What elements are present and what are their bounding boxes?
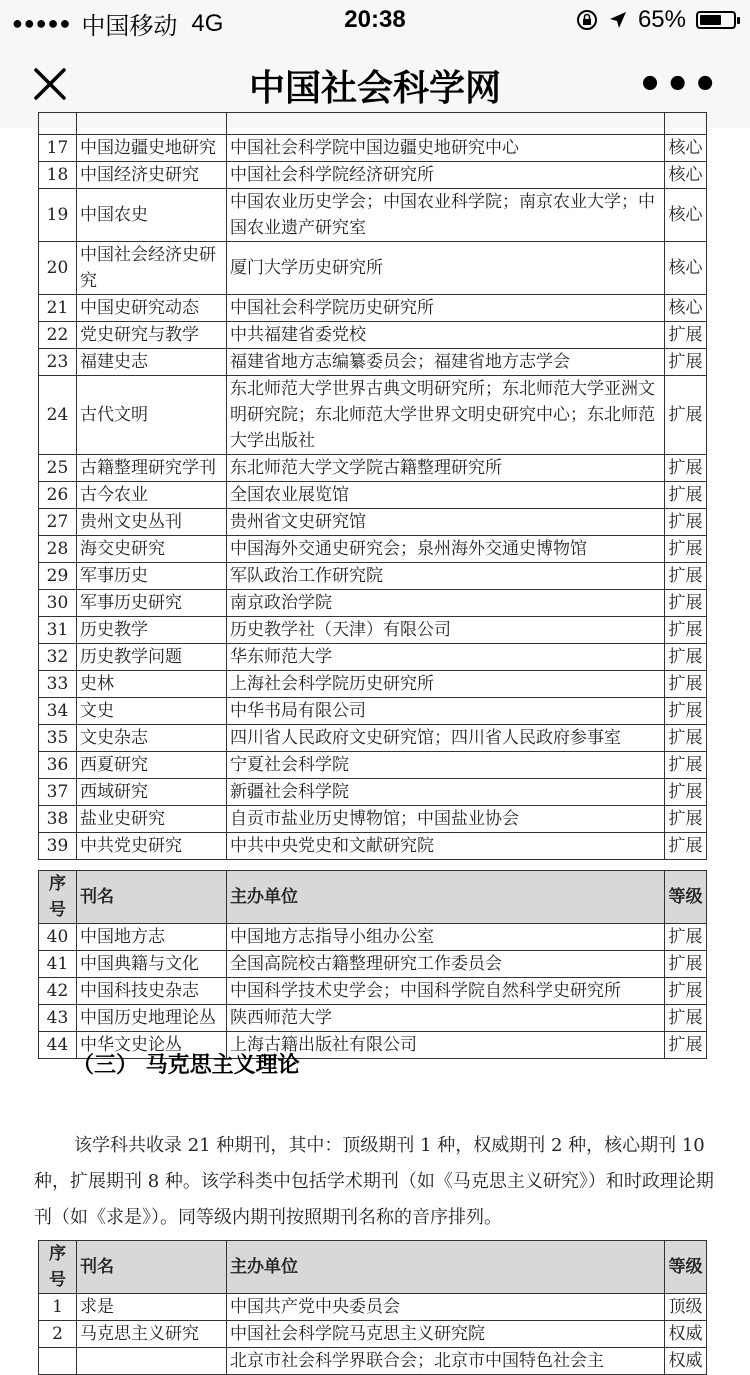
table-row — [39, 671, 707, 698]
cell-organizer: 中共中央党史和文献研究院 — [227, 833, 665, 860]
table-row — [39, 833, 707, 860]
cell-journal — [77, 1348, 227, 1375]
cell-organizer: 中国社会科学院经济研究所 — [227, 162, 665, 189]
table-row — [39, 978, 707, 1005]
signal-strength-icon: ●●●●● — [12, 13, 72, 33]
cell-number: 2 — [39, 1321, 77, 1348]
cell-journal: 中国经济史研究 — [77, 162, 227, 189]
cell-journal: 中国地方志 — [77, 924, 227, 951]
cell-organizer: 福建省地方志编纂委员会；福建省地方志学会 — [227, 349, 665, 376]
cell-organizer: 南京政治学院 — [227, 590, 665, 617]
table-row — [39, 563, 707, 590]
journal-table-history-cont — [38, 112, 707, 860]
cell-level: 扩展 — [665, 725, 707, 752]
cell-journal: 西域研究 — [77, 779, 227, 806]
cell-level: 扩展 — [665, 951, 707, 978]
table-header-row — [39, 871, 707, 924]
cell-journal: 中国边疆史地研究 — [77, 135, 227, 162]
table-row — [39, 752, 707, 779]
cell-number: 33 — [39, 671, 77, 698]
cell-number: 32 — [39, 644, 77, 671]
cell-number: 31 — [39, 617, 77, 644]
section-paragraph: 该学科共收录 21 种期刊，其中：顶级期刊 1 种，权威期刊 2 种，核心期刊 10 种，扩展期刊 8 种。该学科类中包括学术期刊（如《马克思主义研究》）和时政理论期刊（如《求是》）。同等级内期刊按照期刊名称的音序排列。 — [34, 1135, 714, 1228]
cell-organizer: 中国科学技术史学会；中国科学院自然科学史研究所 — [227, 978, 665, 1005]
cell-organizer: 新疆社会科学院 — [227, 779, 665, 806]
table-row — [39, 482, 707, 509]
cell-organizer: 上海社会科学院历史研究所 — [227, 671, 665, 698]
cell-journal: 中国社会经济史研究 — [77, 242, 227, 295]
cell-level: 扩展 — [665, 376, 707, 455]
table-row — [39, 617, 707, 644]
cell-journal: 贵州文史丛刊 — [77, 509, 227, 536]
cell-number: 41 — [39, 951, 77, 978]
carrier-name: 中国移动 — [81, 13, 178, 40]
section-heading: （三） 马克思主义理论 — [72, 1053, 300, 1078]
cell-level: 扩展 — [665, 322, 707, 349]
cell-number: 21 — [39, 295, 77, 322]
table-row — [39, 779, 707, 806]
cell-organizer: 自贡市盐业历史博物馆；中国盐业协会 — [227, 806, 665, 833]
cell-level: 扩展 — [665, 833, 707, 860]
cell-level: 扩展 — [665, 978, 707, 1005]
cell-organizer: 陕西师范大学 — [227, 1005, 665, 1032]
cell-journal: 海交史研究 — [77, 536, 227, 563]
cell-number: 28 — [39, 536, 77, 563]
cell-number: 17 — [39, 135, 77, 162]
cell-level: 扩展 — [665, 924, 707, 951]
status-bar — [0, 0, 750, 40]
cell-journal: 中国历史地理论丛 — [77, 1005, 227, 1032]
table-row — [39, 189, 707, 242]
cell-journal: 军事历史研究 — [77, 590, 227, 617]
cell-level: 扩展 — [665, 536, 707, 563]
cell-level: 核心 — [665, 295, 707, 322]
cell-number: 39 — [39, 833, 77, 860]
table-row — [39, 924, 707, 951]
orientation-lock-icon — [576, 9, 598, 31]
cell-level: 扩展 — [665, 563, 707, 590]
cell-level: 扩展 — [665, 752, 707, 779]
cell-journal: 马克思主义研究 — [77, 1321, 227, 1348]
cell-organizer: 军队政治工作研究院 — [227, 563, 665, 590]
cell-organizer: 上海古籍出版社有限公司 — [227, 1032, 665, 1059]
cell-level: 权威 — [665, 1348, 707, 1375]
table-row — [39, 590, 707, 617]
cell-number: 19 — [39, 189, 77, 242]
cell-level: 扩展 — [665, 806, 707, 833]
table-row — [39, 1294, 707, 1321]
cell-number: 40 — [39, 924, 77, 951]
cell-number: 18 — [39, 162, 77, 189]
table-row — [39, 322, 707, 349]
article-content[interactable] — [0, 128, 750, 1371]
cell-level: 核心 — [665, 162, 707, 189]
more-options-icon[interactable]: ••• — [637, 62, 720, 108]
cell-journal: 盐业史研究 — [77, 806, 227, 833]
table-row — [39, 376, 707, 455]
cell-number: 23 — [39, 349, 77, 376]
cell-journal: 历史教学问题 — [77, 644, 227, 671]
journal-table-history-2 — [38, 870, 707, 1059]
cell-number: 34 — [39, 698, 77, 725]
table-row — [39, 455, 707, 482]
cell-organizer: 中国共产党中央委员会 — [227, 1294, 665, 1321]
table-header-row — [39, 1241, 707, 1294]
cell-journal: 历史教学 — [77, 617, 227, 644]
cell-level: 扩展 — [665, 644, 707, 671]
cell-number: 20 — [39, 242, 77, 295]
cell-journal: 党史研究与教学 — [77, 322, 227, 349]
cell-journal: 中华文史论丛 — [77, 1032, 227, 1059]
cell-organizer: 主办单位 — [227, 871, 665, 924]
cell-number: 序号 — [39, 871, 77, 924]
location-arrow-icon — [608, 10, 628, 30]
cell-journal: 军事历史 — [77, 563, 227, 590]
cell-organizer: 历史教学社（天津）有限公司 — [227, 617, 665, 644]
cell-journal: 求是 — [77, 1294, 227, 1321]
cell-journal: 古今农业 — [77, 482, 227, 509]
cell-level: 等级 — [665, 871, 707, 924]
cell-journal: 中国科技史杂志 — [77, 978, 227, 1005]
cell-level: 扩展 — [665, 590, 707, 617]
cell-organizer: 东北师范大学文学院古籍整理研究所 — [227, 455, 665, 482]
cell-organizer: 全国高院校古籍整理研究工作委员会 — [227, 951, 665, 978]
cell-organizer: 宁夏社会科学院 — [227, 752, 665, 779]
cell-journal: 中共党史研究 — [77, 833, 227, 860]
cell-level: 扩展 — [665, 698, 707, 725]
cell-level: 扩展 — [665, 1005, 707, 1032]
battery-icon — [696, 11, 736, 29]
cell-journal: 中国典籍与文化 — [77, 951, 227, 978]
cell-number: 25 — [39, 455, 77, 482]
cell-level: 扩展 — [665, 779, 707, 806]
cell-level: 核心 — [665, 189, 707, 242]
cell-organizer: 四川省人民政府文史研究馆；四川省人民政府参事室 — [227, 725, 665, 752]
cell-organizer: 全国农业展览馆 — [227, 482, 665, 509]
cell-journal: 刊名 — [77, 871, 227, 924]
table-row — [39, 1005, 707, 1032]
cell-organizer: 中国地方志指导小组办公室 — [227, 924, 665, 951]
battery-fill — [700, 15, 721, 25]
cell-level: 顶级 — [665, 1294, 707, 1321]
cell-level: 核心 — [665, 135, 707, 162]
table-row — [39, 162, 707, 189]
cell-number: 26 — [39, 482, 77, 509]
cell-organizer: 中华书局有限公司 — [227, 698, 665, 725]
cell-level: 等级 — [665, 1241, 707, 1294]
cell-journal: 福建史志 — [77, 349, 227, 376]
cell-number: 44 — [39, 1032, 77, 1059]
table-row — [39, 135, 707, 162]
cell-level: 扩展 — [665, 482, 707, 509]
cell-number: 序号 — [39, 1241, 77, 1294]
table-row — [39, 806, 707, 833]
cell-journal: 中国农史 — [77, 189, 227, 242]
table-row — [39, 295, 707, 322]
table-row — [39, 349, 707, 376]
cell-organizer: 厦门大学历史研究所 — [227, 242, 665, 295]
cell-number: 24 — [39, 376, 77, 455]
cell-organizer: 主办单位 — [227, 1241, 665, 1294]
table-row-clipped — [39, 113, 707, 135]
cell-number: 38 — [39, 806, 77, 833]
cell-journal: 古代文明 — [77, 376, 227, 455]
status-right — [576, 6, 736, 34]
cell-organizer: 中国社会科学院中国边疆史地研究中心 — [227, 135, 665, 162]
cell-level: 权威 — [665, 1321, 707, 1348]
cell-organizer: 北京市社会科学界联合会；北京市中国特色社会主 — [227, 1348, 665, 1375]
cell-level: 扩展 — [665, 1032, 707, 1059]
cell-organizer: 华东师范大学 — [227, 644, 665, 671]
cell-number: 43 — [39, 1005, 77, 1032]
cell-level: 扩展 — [665, 671, 707, 698]
status-time: 20:38 — [344, 6, 406, 33]
cell-level: 核心 — [665, 242, 707, 295]
table-row — [39, 725, 707, 752]
table-row — [39, 1321, 707, 1348]
cell-organizer: 中国社会科学院马克思主义研究院 — [227, 1321, 665, 1348]
journal-table-marxism — [38, 1240, 707, 1375]
page-title: 中国社会科学网 — [248, 68, 501, 109]
cell-journal: 刊名 — [77, 1241, 227, 1294]
cell-number: 29 — [39, 563, 77, 590]
cell-journal: 中国史研究动态 — [77, 295, 227, 322]
cell-level: 扩展 — [665, 455, 707, 482]
table-row — [39, 536, 707, 563]
cell-journal: 古籍整理研究学刊 — [77, 455, 227, 482]
cell-journal: 文史 — [77, 698, 227, 725]
cell-level: 扩展 — [665, 509, 707, 536]
cell-organizer: 中共福建省委党校 — [227, 322, 665, 349]
cell-number: 27 — [39, 509, 77, 536]
cell-journal: 西夏研究 — [77, 752, 227, 779]
cell-number: 36 — [39, 752, 77, 779]
cell-organizer: 中国农业历史学会；中国农业科学院；南京农业大学；中国农业遗产研究室 — [227, 189, 665, 242]
table-row — [39, 698, 707, 725]
cell-organizer: 东北师范大学世界古典文明研究所；东北师范大学亚洲文明研究院；东北师范大学世界文明史研究中心；东北师范大学出版社 — [227, 376, 665, 455]
cell-number: 42 — [39, 978, 77, 1005]
cell-level: 扩展 — [665, 617, 707, 644]
cell-organizer: 贵州省文史研究馆 — [227, 509, 665, 536]
table-row — [39, 951, 707, 978]
cell-number: 1 — [39, 1294, 77, 1321]
battery-percent: 65% — [637, 6, 686, 33]
cell-organizer: 中国海外交通史研究会；泉州海外交通史博物馆 — [227, 536, 665, 563]
table-row — [39, 509, 707, 536]
table-row — [39, 644, 707, 671]
cell-journal: 史林 — [77, 671, 227, 698]
cell-number — [39, 1348, 77, 1375]
table-row — [39, 242, 707, 295]
cell-organizer: 中国社会科学院历史研究所 — [227, 295, 665, 322]
cell-number: 30 — [39, 590, 77, 617]
network-type: 4G — [191, 9, 224, 37]
cell-number: 35 — [39, 725, 77, 752]
cell-number: 37 — [39, 779, 77, 806]
table-row — [39, 1348, 707, 1375]
cell-level: 扩展 — [665, 349, 707, 376]
cell-journal: 文史杂志 — [77, 725, 227, 752]
cell-number: 22 — [39, 322, 77, 349]
